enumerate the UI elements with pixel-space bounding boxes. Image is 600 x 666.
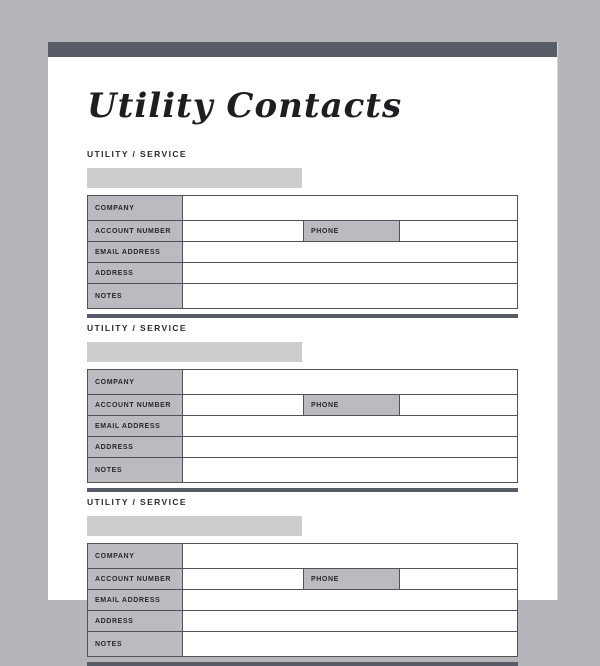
table-row — [88, 283, 517, 308]
contact-form-table — [87, 543, 518, 657]
company-label: COMPANY — [88, 196, 183, 220]
phone-label: PHONE — [303, 569, 400, 589]
utility-section — [87, 497, 518, 666]
table-row — [88, 544, 517, 568]
email-address-field[interactable] — [183, 416, 517, 436]
address-label: ADDRESS — [88, 611, 183, 631]
utility-section — [87, 323, 518, 492]
phone-field[interactable] — [400, 221, 517, 241]
table-row — [88, 394, 517, 415]
address-field[interactable] — [183, 611, 517, 631]
utility-section — [87, 149, 518, 318]
section-heading: UTILITY / SERVICE — [87, 497, 188, 507]
company-label: COMPANY — [88, 544, 183, 568]
account-number-field[interactable] — [183, 569, 303, 589]
page-body — [48, 83, 557, 666]
section-heading: UTILITY / SERVICE — [87, 323, 188, 333]
table-row — [88, 262, 517, 283]
contact-form-table — [87, 369, 518, 483]
section-divider — [87, 488, 518, 492]
company-label: COMPANY — [88, 370, 183, 394]
notes-field[interactable] — [183, 458, 517, 482]
email-address-label: EMAIL ADDRESS — [88, 242, 183, 262]
table-row — [88, 220, 517, 241]
table-row — [88, 457, 517, 482]
table-row — [88, 436, 517, 457]
section-divider — [87, 662, 518, 666]
table-row — [88, 631, 517, 656]
company-field[interactable] — [183, 196, 517, 220]
email-address-field[interactable] — [183, 590, 517, 610]
company-field[interactable] — [183, 370, 517, 394]
page-title: Utility Contacts — [87, 86, 403, 126]
notes-label: NOTES — [88, 458, 183, 482]
email-address-field[interactable] — [183, 242, 517, 262]
address-label: ADDRESS — [88, 437, 183, 457]
page-top-bar — [48, 42, 557, 57]
email-address-label: EMAIL ADDRESS — [88, 416, 183, 436]
document-page — [48, 42, 557, 648]
account-number-label: ACCOUNT NUMBER — [88, 569, 183, 589]
phone-label: PHONE — [303, 221, 400, 241]
table-row — [88, 415, 517, 436]
table-row — [88, 196, 517, 220]
company-field[interactable] — [183, 544, 517, 568]
notes-label: NOTES — [88, 632, 183, 656]
notes-label: NOTES — [88, 284, 183, 308]
table-row — [88, 568, 517, 589]
phone-field[interactable] — [400, 395, 517, 415]
account-number-label: ACCOUNT NUMBER — [88, 221, 183, 241]
phone-label: PHONE — [303, 395, 400, 415]
section-divider — [87, 314, 518, 318]
account-number-label: ACCOUNT NUMBER — [88, 395, 183, 415]
contact-form-table — [87, 195, 518, 309]
utility-service-input[interactable] — [87, 516, 302, 536]
table-row — [88, 370, 517, 394]
address-field[interactable] — [183, 437, 517, 457]
email-address-label: EMAIL ADDRESS — [88, 590, 183, 610]
utility-service-input[interactable] — [87, 168, 302, 188]
notes-field[interactable] — [183, 284, 517, 308]
table-row — [88, 610, 517, 631]
address-field[interactable] — [183, 263, 517, 283]
section-heading: UTILITY / SERVICE — [87, 149, 188, 159]
account-number-field[interactable] — [183, 395, 303, 415]
notes-field[interactable] — [183, 632, 517, 656]
utility-service-input[interactable] — [87, 342, 302, 362]
table-row — [88, 241, 517, 262]
account-number-field[interactable] — [183, 221, 303, 241]
phone-field[interactable] — [400, 569, 517, 589]
address-label: ADDRESS — [88, 263, 183, 283]
